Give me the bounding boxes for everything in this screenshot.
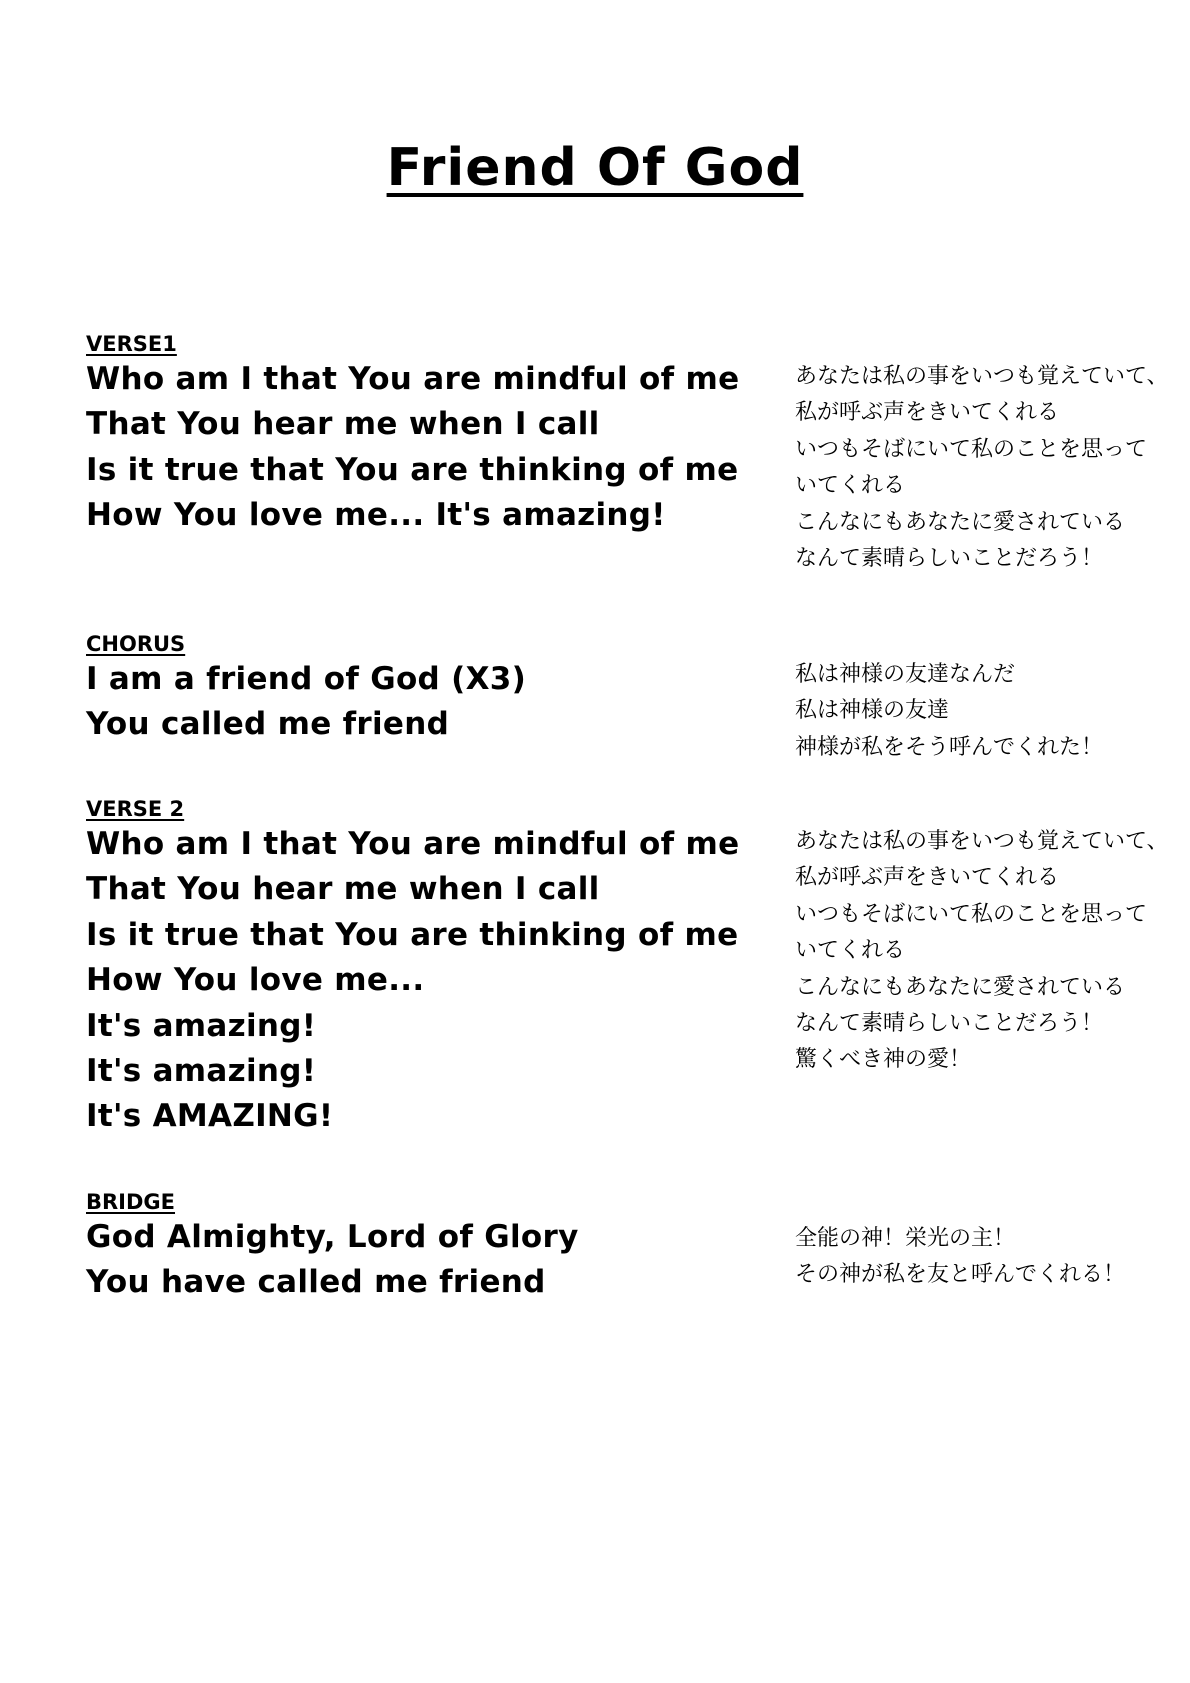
english-line: I am a friend of God (X3)	[86, 661, 527, 697]
english-lyrics	[86, 657, 786, 748]
english-lyrics	[86, 357, 786, 539]
japanese-line: 驚くべき神の愛！	[795, 1047, 972, 1073]
japanese-lyrics	[795, 824, 1190, 1079]
section-columns	[86, 1215, 1126, 1306]
english-line: God Almighty, Lord of Glory	[86, 1219, 579, 1255]
english-line: How You love me... It's amazing!	[86, 497, 666, 534]
english-line: How You love me...	[86, 962, 425, 999]
section-label: VERSE 2	[86, 797, 185, 821]
english-line: You have called me friend	[86, 1264, 546, 1301]
section-columns	[86, 822, 1169, 1140]
japanese-line: その神が私を友と呼んでくれる！	[795, 1262, 1126, 1288]
english-line: Is it true that You are thinking of me	[86, 451, 739, 488]
section-chorus	[86, 631, 1106, 760]
english-line: That You hear me when I call	[86, 871, 600, 908]
japanese-line: いてくれる	[795, 473, 906, 499]
section-label: BRIDGE	[86, 1190, 176, 1214]
japanese-lyrics	[795, 359, 1190, 577]
song-title	[0, 136, 1190, 200]
japanese-line: 私が呼ぶ声をきいてくれる	[795, 400, 1060, 426]
english-line: Who am I that You are mindful of me	[86, 361, 740, 397]
japanese-line: いてくれる	[795, 938, 906, 964]
japanese-line: なんて素晴らしいことだろう！	[795, 546, 1104, 572]
section-bridge	[86, 1189, 1126, 1306]
section-label: VERSE1	[86, 332, 177, 356]
japanese-lyrics	[795, 657, 1190, 766]
section-verse-1	[86, 331, 1169, 572]
section-columns	[86, 357, 1169, 572]
section-columns	[86, 657, 1106, 760]
english-line: Who am I that You are mindful of me	[86, 826, 740, 862]
japanese-line: あなたは私の事をいつも覚えていて、	[795, 364, 1169, 389]
japanese-line: 全能の神！栄光の主！	[795, 1226, 1016, 1251]
english-line: It's amazing!	[86, 1053, 317, 1090]
japanese-line: いつもそばにいて私のことを思って	[795, 901, 1148, 927]
english-line: It's amazing!	[86, 1007, 317, 1044]
japanese-lyrics	[795, 1221, 1190, 1294]
song-title-text: Friend Of God	[386, 138, 804, 198]
section-label: CHORUS	[86, 632, 186, 656]
english-line: You called me friend	[86, 706, 450, 743]
section-verse-2	[86, 796, 1169, 1140]
japanese-line: 私は神様の友達	[795, 698, 950, 724]
english-line: That You hear me when I call	[86, 406, 600, 443]
japanese-line: こんなにもあなたに愛されている	[795, 509, 1126, 535]
english-lyrics	[86, 1215, 786, 1306]
english-line: It's AMAZING!	[86, 1098, 334, 1135]
japanese-line: こんなにもあなたに愛されている	[795, 974, 1126, 1000]
english-lyrics	[86, 822, 786, 1140]
japanese-line: 私が呼ぶ声をきいてくれる	[795, 865, 1060, 891]
japanese-line: 私は神様の友達なんだ	[795, 662, 1016, 687]
japanese-line: あなたは私の事をいつも覚えていて、	[795, 829, 1169, 854]
japanese-line: いつもそばにいて私のことを思って	[795, 436, 1148, 462]
japanese-line: なんて素晴らしいことだろう！	[795, 1011, 1104, 1037]
japanese-line: 神様が私をそう呼んでくれた！	[795, 734, 1104, 760]
english-line: Is it true that You are thinking of me	[86, 916, 739, 953]
